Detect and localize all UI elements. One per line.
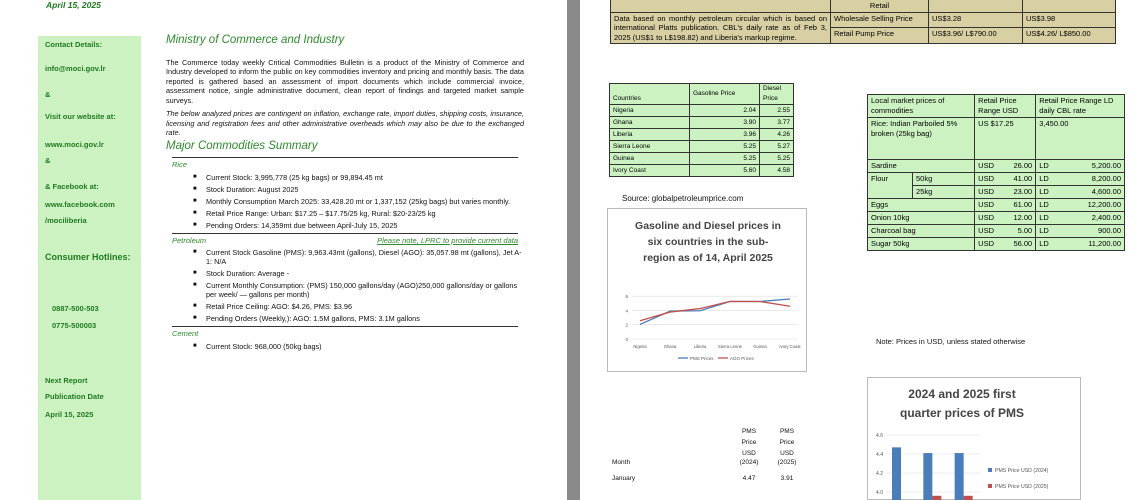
chart-title: 2024 and 2025 first	[908, 387, 1016, 401]
separator: &	[45, 182, 51, 191]
table-row	[610, 117, 794, 129]
table-cell: LD	[1036, 186, 1062, 199]
facebook-page[interactable]: /mociliberia	[45, 216, 87, 225]
website-link[interactable]: www.moci.gov.lr	[45, 140, 104, 149]
caveat-paragraph: The below analyzed prices are contingent on inflation, exchange rate, import duties, shipping costs, insurance, licensing and registration fees and other administrative overheads which may also be due to the exchanged rate.	[166, 109, 524, 137]
y-tick-label: 6	[625, 294, 628, 300]
table-cell: 41.00	[1003, 173, 1035, 186]
table-cell: LD	[1036, 225, 1062, 238]
cement-label: Cement	[172, 329, 199, 338]
table-cell: 2.55	[760, 105, 794, 117]
table-cell: 23.00	[1003, 186, 1035, 199]
x-tick-label: Guinea	[753, 344, 767, 349]
rice-section-header	[172, 157, 518, 170]
list-item: ■ Retail Price Range: Urban: $17.25 – $17.75/25 kg, Rural: $20-23/25 kg	[206, 209, 524, 218]
table-cell: 3.91	[780, 475, 794, 482]
table-cell: 3.96	[690, 129, 760, 141]
cement-list	[206, 342, 524, 351]
table-row	[868, 173, 1125, 186]
table-row	[868, 225, 1125, 238]
table-cell: 900.00	[1061, 225, 1124, 238]
table-cell: 2,400.00	[1061, 212, 1124, 225]
separator: &	[45, 156, 51, 165]
pms-bar-chart-svg	[868, 378, 1082, 500]
hotline-label: Consumer Hotlines:	[45, 252, 131, 262]
list-item: ■ Current Stock: 968,000 (50kg bags)	[206, 342, 524, 351]
cement-section-header	[172, 326, 518, 339]
page-1	[0, 0, 567, 500]
table-cell: 61.00	[1003, 199, 1035, 212]
table-cell: 12.00	[1003, 212, 1035, 225]
contact-label: Contact Details:	[45, 40, 103, 49]
table-cell: 2.04	[690, 105, 760, 117]
table-cell: Data based on monthly petroleum circular which is based on international Platts publication. CBL's daily rate as of Feb 3, 2025 (US$1 to L$198.82) and Liberia's markup regime.	[611, 12, 831, 44]
table-cell: Flour	[868, 173, 913, 199]
table-cell: January	[612, 475, 636, 482]
table-header: Month	[612, 459, 631, 466]
table-cell: Nigeria	[610, 105, 690, 117]
table-cell: LD	[1036, 199, 1062, 212]
table-row	[612, 475, 812, 482]
table-cell: LD	[1036, 160, 1062, 173]
page-2	[580, 0, 1145, 500]
legend-swatch	[988, 484, 992, 488]
fuel-line-chart	[607, 208, 807, 372]
table-header-row	[868, 95, 1125, 118]
table-cell: 3,450.00	[1036, 118, 1125, 160]
bar	[955, 453, 964, 500]
series-line	[640, 301, 790, 320]
table-header-row	[612, 450, 812, 457]
table-cell: 4.47	[742, 475, 756, 482]
facebook-label	[45, 182, 99, 191]
y-tick-label: 0	[625, 337, 628, 342]
table-cell: 50kg	[913, 173, 975, 186]
table-header: Retail Price Range USD	[975, 95, 1036, 118]
petroleum-list	[206, 248, 524, 323]
y-tick-label: 4.4	[876, 452, 883, 458]
table-cell: LD	[1036, 212, 1062, 225]
chart-title: region as of 14, April 2025	[643, 252, 773, 264]
table-header: USD	[742, 450, 756, 457]
table-cell: 12,200.00	[1061, 199, 1124, 212]
table-cell: Eggs	[868, 199, 975, 212]
chart-title: quarter prices of PMS	[899, 406, 1025, 420]
table-row	[868, 238, 1125, 251]
table-cell: Charcoal bag	[868, 225, 975, 238]
list-item: ■ Current Stock: 3,995,778 (25 kg bags) or 99,894.45 mt	[206, 173, 524, 182]
table-cell: USD	[975, 199, 1004, 212]
table-header: Countries	[610, 84, 690, 105]
table-row	[868, 118, 1125, 160]
x-tick-label: Nigeria	[633, 344, 647, 349]
pms-quarter-table	[612, 428, 812, 482]
table-row	[610, 129, 794, 141]
hotline-phone-1[interactable]: 0887-500-503	[52, 304, 99, 313]
table-cell: Rice: Indian Parboiled 5% broken (25kg bag)	[868, 118, 975, 160]
table-header-row	[612, 428, 812, 435]
table-cell: 56.00	[1003, 238, 1035, 251]
bar	[932, 496, 941, 500]
y-tick-label: 4.2	[876, 471, 883, 477]
table-header: Local market prices of commodities	[868, 95, 975, 118]
y-tick-label: 4	[625, 308, 628, 314]
petroleum-price-table	[610, 0, 1116, 44]
table-header-row	[612, 439, 812, 446]
table-header: Price	[741, 439, 757, 446]
list-item: ■ Retail Price Ceiling: AGO: $4.26, PMS: $3.96	[206, 302, 524, 311]
table-header-row	[612, 459, 812, 466]
table-cell: 5,200.00	[1061, 160, 1124, 173]
table-cell: Sierra Leone	[610, 141, 690, 153]
fuel-line-chart-svg	[608, 209, 808, 373]
separator: &	[45, 90, 51, 99]
table-cell: Liberia	[610, 129, 690, 141]
list-item: ■ Current Monthly Consumption: (PMS) 150,000 gallons/day (AGO)250,000 gallons/day or gallons per week/ — gallons per month)	[206, 281, 524, 299]
table-cell: 4.58	[760, 165, 794, 177]
table-cell: USD	[975, 238, 1004, 251]
petroleum-section-header	[172, 233, 518, 246]
source-note: Source: globalpetroleumprice.com	[622, 194, 744, 203]
table-cell: Wholesale Selling Price	[831, 12, 929, 28]
table-cell: 26.00	[1003, 160, 1035, 173]
legend-swatch	[988, 468, 992, 472]
table-row	[610, 165, 794, 177]
table-cell: Guinea	[610, 153, 690, 165]
legend-label: PMS Price USD (2024)	[995, 468, 1049, 474]
page-title: Ministry of Commerce and Industry	[166, 34, 345, 46]
petroleum-label: Petroleum	[172, 235, 207, 245]
table-header-row	[610, 84, 794, 105]
retail-price-table	[867, 94, 1125, 251]
list-item: ■ Pending Orders: 14,359mt due between April-July 15, 2025	[206, 221, 524, 230]
y-tick-label: 2	[625, 322, 628, 328]
table-cell: 8,200.00	[1061, 173, 1124, 186]
table-row	[868, 199, 1125, 212]
table-cell: 5.00	[1003, 225, 1035, 238]
table-cell: USD	[975, 225, 1004, 238]
table-cell: 5.25	[690, 141, 760, 153]
visit-label: Visit our website at:	[45, 112, 116, 121]
table-header: Gasoline Price	[690, 84, 760, 105]
table-header: USD	[780, 450, 794, 457]
table-cell: 5.27	[760, 141, 794, 153]
facebook-label-text: Facebook at:	[52, 182, 99, 191]
list-item: ■ Monthly Consumption March 2025: 33,428.20 mt or 1,337,152 (25kg bags) but varies monthly.	[206, 197, 524, 206]
y-tick-label: 4.0	[876, 490, 883, 496]
legend-label: PMS Price USD (2025)	[995, 484, 1049, 490]
table-cell: 4.26	[760, 129, 794, 141]
table-cell: LD	[1036, 238, 1062, 251]
table-row	[868, 212, 1125, 225]
x-tick-label: Ivory Coast	[779, 344, 801, 349]
table-cell: 11,200.00	[1061, 238, 1124, 251]
table-cell: Ivory Coast	[610, 165, 690, 177]
table-cell: Sugar 50kg	[868, 238, 975, 251]
table-cell: USD	[975, 212, 1004, 225]
bar	[964, 496, 973, 500]
table-row	[610, 153, 794, 165]
table-cell: 3.77	[760, 117, 794, 129]
next-report-label-2: Publication Date	[45, 392, 104, 401]
table-row	[611, 0, 1116, 12]
bar	[923, 453, 932, 500]
table-header: Retail Price Range LD daily CBL rate	[1036, 95, 1125, 118]
table-header: Diesel Price	[760, 84, 794, 105]
table-header: Price	[779, 439, 795, 446]
list-item: ■ Pending Orders (Weekly,): AGO: 1.5M gallons, PMS: 3.1M gallons	[206, 314, 524, 323]
table-row	[610, 141, 794, 153]
table-cell: 25kg	[913, 186, 975, 199]
table-cell: USD	[975, 173, 1004, 186]
table-cell: Sardine	[868, 160, 975, 173]
legend-label: PMS Prices	[690, 356, 714, 361]
fuel-price-table	[609, 83, 794, 177]
list-item: ■ Stock Duration: Average -	[206, 269, 524, 278]
legend-label: AGO Prices	[730, 356, 754, 361]
table-cell: US$3.28	[929, 12, 1023, 28]
rice-list	[206, 173, 524, 230]
bulletin-date: April 15, 2025	[46, 0, 101, 10]
table-header: PMS	[741, 428, 757, 435]
table-cell: US$3.98	[1023, 12, 1116, 28]
rice-label: Rice	[172, 160, 188, 169]
table-row	[868, 160, 1125, 173]
petroleum-note: Please note, LPRC to provide current data	[377, 235, 518, 245]
table-cell: USD	[975, 186, 1004, 199]
hotline-phone-2[interactable]: 0775-500003	[52, 321, 97, 330]
table-cell: Retail Pump Price	[831, 28, 929, 44]
table-header: (2025)	[777, 459, 797, 466]
next-report-date: April 15, 2025	[45, 410, 94, 419]
chart-title: six countries in the sub-	[647, 236, 769, 248]
contact-email[interactable]: info@moci.gov.lr	[45, 64, 106, 73]
summary-title: Major Commodities Summary	[166, 139, 318, 152]
table-cell: Ghana	[610, 117, 690, 129]
chart-title: Gasoline and Diesel prices in	[635, 220, 781, 232]
table-cell: Onion 10kg	[868, 212, 975, 225]
list-item: ■ Current Stock Gasoline (PMS): 9,963.43mt (gallons), Diesel (AGO): 35,057.98 mt (gallons), Jet A-1: N/A	[206, 248, 524, 266]
table-header: (2024)	[739, 459, 759, 466]
bar	[892, 447, 901, 500]
list-item: ■ Stock Duration: August 2025	[206, 185, 524, 194]
table-cell: 5.25	[690, 153, 760, 165]
table-cell: US $17.25	[975, 118, 1036, 160]
intro-paragraph: The Commerce today weekly Critical Commodities Bulletin is a product of the Ministry of Commerce and Industry developed to inform the public on key commodities inventory and pricing and monthly basis. The data reported is gathered based an assessment of import documents which include commercial invoice, assessment notice, single administrative document, clean report of findings and targeted market sample surveys.	[166, 57, 524, 105]
x-tick-label: Liberia	[693, 344, 707, 349]
retail-note: Note: Prices in USD, unless stated otherwise	[876, 337, 1026, 346]
next-report-label-1: Next Report	[45, 376, 88, 385]
x-tick-label: Sierra Leone	[718, 344, 742, 349]
x-tick-label: Ghana	[663, 344, 677, 349]
table-cell: US$4.26/ L$850.00	[1023, 28, 1116, 44]
table-cell: 4,600.00	[1061, 186, 1124, 199]
facebook-link[interactable]: www.facebook.com	[45, 200, 115, 209]
table-row	[610, 105, 794, 117]
table-cell: 5.25	[760, 153, 794, 165]
main-content	[166, 36, 524, 354]
table-cell: Retail	[831, 0, 929, 12]
table-row	[611, 12, 1116, 28]
y-tick-label: 4.6	[876, 433, 883, 439]
table-cell: US$3.96/ L$790.00	[929, 28, 1023, 44]
table-cell: 5.60	[690, 165, 760, 177]
table-cell: 3.90	[690, 117, 760, 129]
pms-bar-chart	[867, 377, 1081, 500]
table-cell: LD	[1036, 173, 1062, 186]
contact-sidebar	[38, 36, 141, 500]
table-header: PMS	[779, 428, 795, 435]
table-cell: USD	[975, 160, 1004, 173]
